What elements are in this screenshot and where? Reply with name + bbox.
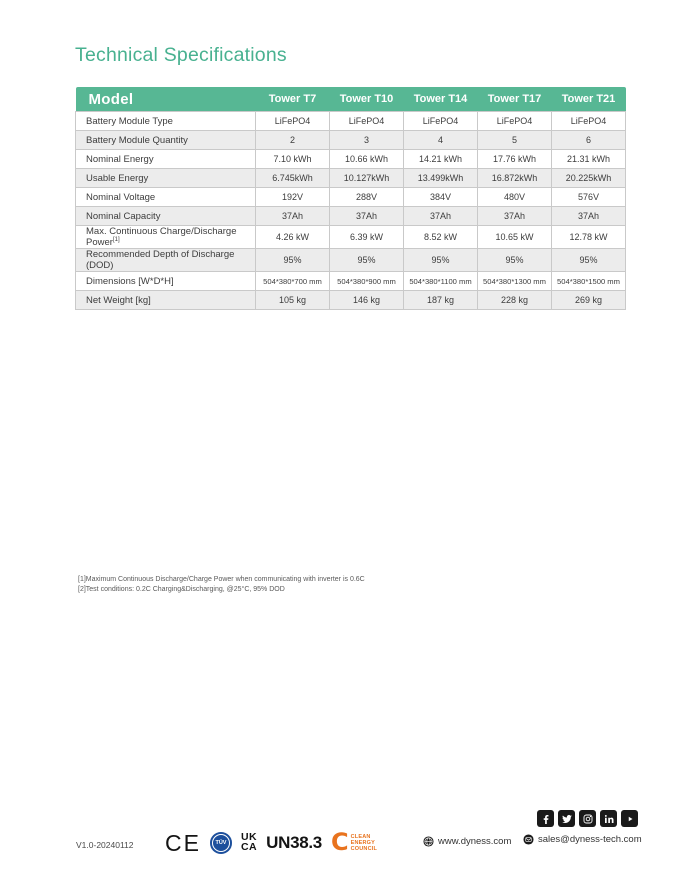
twitter-icon[interactable] (558, 810, 575, 827)
spec-label: Battery Module Type (76, 112, 256, 131)
spec-label: Dimensions [W*D*H] (76, 272, 256, 291)
spec-value: 10.127kWh (330, 169, 404, 188)
spec-value: 8.52 kW (404, 226, 478, 249)
spec-label: Nominal Capacity (76, 207, 256, 226)
spec-row (76, 291, 626, 310)
tuv-badge-icon: TÜV (210, 832, 232, 854)
page-title: Technical Specifications (75, 44, 287, 66)
spec-value: 187 kg (404, 291, 478, 310)
email-text[interactable]: sales@dyness-tech.com (538, 834, 642, 845)
spec-row (76, 131, 626, 150)
website-link[interactable] (423, 836, 511, 847)
spec-value: LiFePO4 (404, 112, 478, 131)
spec-value: 2 (256, 131, 330, 150)
spec-value: 95% (330, 249, 404, 272)
spec-value: 10.66 kWh (330, 150, 404, 169)
spec-label: Nominal Energy (76, 150, 256, 169)
spec-value: 12.78 kW (552, 226, 626, 249)
spec-value: 6 (552, 131, 626, 150)
column-header-t14: Tower T14 (404, 87, 478, 112)
spec-value: 504*380*1300 mm (478, 272, 552, 291)
spec-value: 192V (256, 188, 330, 207)
social-links (537, 810, 638, 827)
spec-value: 13.499kWh (404, 169, 478, 188)
spec-label: Net Weight [kg] (76, 291, 256, 310)
model-header: Model (76, 87, 256, 112)
spec-value: 95% (552, 249, 626, 272)
document-version: V1.0-20240112 (76, 840, 134, 850)
clean-energy-council-logo (330, 828, 378, 857)
spec-row (76, 272, 626, 291)
spec-table (75, 87, 626, 310)
spec-value: LiFePO4 (256, 112, 330, 131)
spec-value: 4.26 kW (256, 226, 330, 249)
spec-label: Usable Energy (76, 169, 256, 188)
spec-label: Nominal Voltage (76, 188, 256, 207)
footnote-1: [1]Maximum Continuous Discharge/Charge Power when communicating with inverter is 0.6C (78, 576, 365, 583)
spec-label: Battery Module Quantity (76, 131, 256, 150)
spec-row (76, 150, 626, 169)
spec-value: 384V (404, 188, 478, 207)
spec-row (76, 169, 626, 188)
spec-value: 14.21 kWh (404, 150, 478, 169)
spec-value: 6.39 kW (330, 226, 404, 249)
spec-value: 4 (404, 131, 478, 150)
ukca-mark-icon (241, 833, 257, 853)
spec-value: LiFePO4 (478, 112, 552, 131)
ukca-line1: UK (240, 831, 258, 844)
spec-label: Max. Continuous Charge/Discharge Power[1] (76, 226, 256, 249)
instagram-icon[interactable] (579, 810, 596, 827)
spec-row (76, 226, 626, 249)
column-header-t10: Tower T10 (330, 87, 404, 112)
spec-value: LiFePO4 (330, 112, 404, 131)
spec-value: 10.65 kW (478, 226, 552, 249)
website-text[interactable]: www.dyness.com (438, 836, 512, 847)
spec-value: 146 kg (330, 291, 404, 310)
spec-value: 20.225kWh (552, 169, 626, 188)
spec-value: 288V (330, 188, 404, 207)
spec-value: 504*380*700 mm (256, 272, 330, 291)
ce-mark-icon: CE (165, 829, 201, 856)
spec-value: 37Ah (256, 207, 330, 226)
cec-c-icon: C (330, 828, 349, 857)
facebook-icon[interactable] (537, 810, 554, 827)
spec-label: Recommended Depth of Discharge (DOD) (76, 249, 256, 272)
un383-mark: UN38.3 (266, 833, 322, 852)
footnotes (78, 575, 365, 595)
column-header-t7: Tower T7 (256, 87, 330, 112)
spec-row (76, 207, 626, 226)
certification-badges (165, 827, 377, 859)
globe-icon (423, 836, 434, 847)
spec-row (76, 188, 626, 207)
column-header-t21: Tower T21 (552, 87, 626, 112)
spec-value: 16.872kWh (478, 169, 552, 188)
spec-value: 504*380*900 mm (330, 272, 404, 291)
linkedin-icon[interactable] (600, 810, 617, 827)
spec-value: 37Ah (404, 207, 478, 226)
spec-value: 21.31 kWh (552, 150, 626, 169)
spec-value: 7.10 kWh (256, 150, 330, 169)
column-header-t17: Tower T17 (478, 87, 552, 112)
spec-value: 37Ah (552, 207, 626, 226)
spec-value: LiFePO4 (552, 112, 626, 131)
spec-value: 228 kg (478, 291, 552, 310)
spec-row (76, 249, 626, 272)
email-icon (523, 834, 534, 845)
spec-row (76, 112, 626, 131)
spec-value: 95% (256, 249, 330, 272)
spec-value: 37Ah (478, 207, 552, 226)
spec-value: 6.745kWh (256, 169, 330, 188)
cec-text: CLEAN ENERGY COUNCIL (350, 833, 378, 853)
spec-value: 5 (478, 131, 552, 150)
footnote-2: [2]Test conditions: 0.2C Charging&Discharging, @25°C, 95% DOD (78, 586, 285, 594)
spec-value: 37Ah (330, 207, 404, 226)
table-header-row (76, 87, 626, 112)
spec-value: 105 kg (256, 291, 330, 310)
spec-value: 269 kg (552, 291, 626, 310)
spec-value: 576V (552, 188, 626, 207)
ukca-line2: CA (240, 841, 258, 853)
youtube-icon[interactable] (621, 810, 638, 827)
spec-value: 504*380*1100 mm (404, 272, 478, 291)
spec-value: 95% (404, 249, 478, 272)
spec-value: 3 (330, 131, 404, 150)
email-link[interactable] (523, 834, 642, 845)
spec-value: 504*380*1500 mm (552, 272, 626, 291)
spec-value: 95% (478, 249, 552, 272)
spec-value: 480V (478, 188, 552, 207)
spec-value: 17.76 kWh (478, 150, 552, 169)
